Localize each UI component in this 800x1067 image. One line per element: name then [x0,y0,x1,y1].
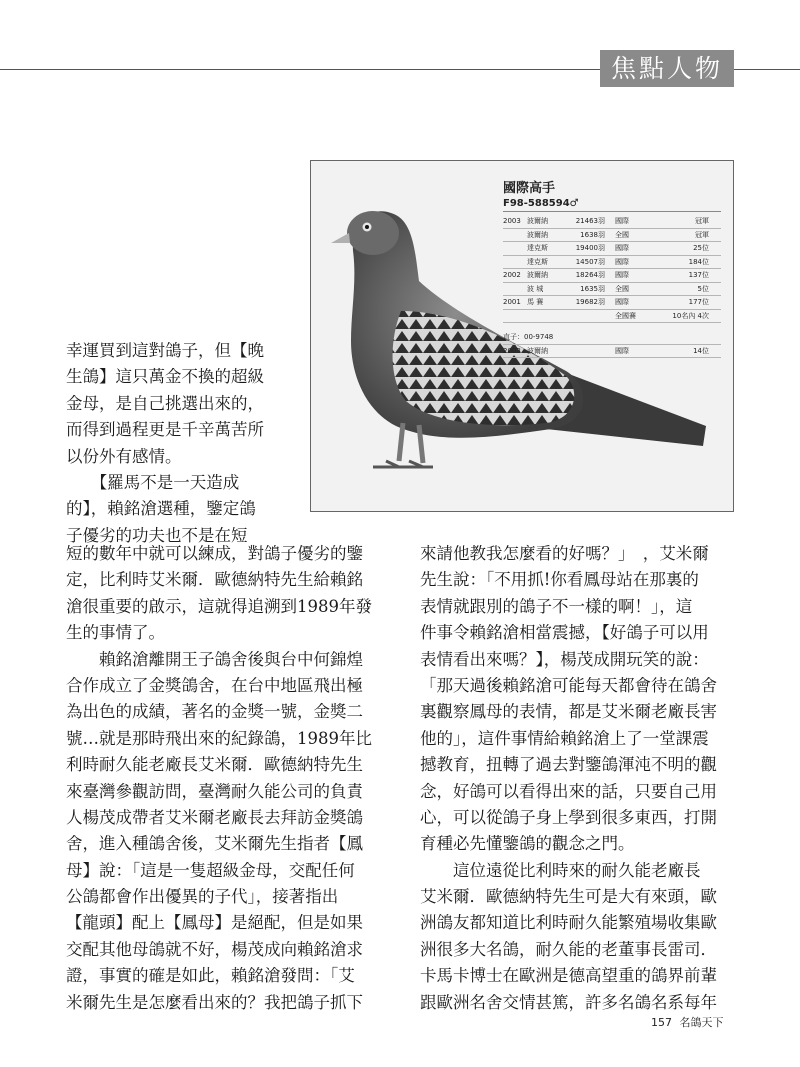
record-scope: 全國 [615,230,629,239]
text-line: 來請他教我怎麼看的好嗎？」 ，艾米爾 [420,544,709,563]
record-row [503,296,721,310]
record-birds [565,310,615,323]
record-table [503,215,721,323]
text-line: 念，好鴿可以看得出來的話，只要自己用 [420,781,717,801]
record-rank: 14位 [693,346,709,355]
record-year [503,256,527,269]
record-rank: 冠軍 [695,230,709,239]
record-rank: 25位 [693,244,709,252]
record-row [503,269,721,283]
text-line: 交配其他母鴿就不好，楊茂成向賴銘滄求 [66,939,363,959]
record-row [503,229,721,243]
text-line: 他的」，這件事情給賴銘滄上了一堂課震 [420,728,709,748]
text-line: 生的事情了。 [66,623,165,643]
text-line: 【龍頭】配上【鳳母】是絕配，但是如果 [66,913,363,933]
text-line: 表情看出來嗎？】，楊茂成開玩笑的說： [420,649,709,669]
record-scope: 國際 [615,298,629,306]
record-row [503,215,721,229]
record-race: 馬 賽 [527,298,544,306]
header-rule [0,69,600,70]
record-scope: 國際 [615,244,629,252]
text-line: 公鴿都會作出優異的子代」，接著指出 [66,887,339,907]
record-scope: 國際 [615,271,629,279]
text-line: 生鴿】這只萬金不換的超級 [66,367,264,387]
record-race: 達克斯 [527,244,548,252]
offspring-label-row [503,331,721,345]
record-scope: 全國賽 [615,311,636,320]
text-line: 心，可以從鴿子身上學到很多東西，打開 [420,807,717,827]
text-line: 子優劣的功夫也不是在短 [66,525,248,545]
record-rank: 137位 [688,271,709,279]
text-line: 的】，賴銘滄選種，鑒定鴿 [66,499,256,519]
record-row [503,256,721,270]
record-year [503,310,527,323]
record-birds: 1638羽 [580,230,605,239]
text-line: 「那天過後賴銘滄可能每天都會待在鴿舍 [420,675,717,695]
record-rank: 5位 [697,284,709,293]
text-line: 母】說：「這是一隻超級金母，交配任何 [66,860,355,880]
section-tab: 焦點人物 [600,50,734,87]
record-row [503,310,721,324]
text-line: 洲很多大名鴿，耐久能的老董事長雷司． [420,939,717,959]
text-line: 賴銘滄離開王子鴿舍後與台中何錦煌 [66,649,363,669]
offspring-table [503,345,721,359]
text-line: 卡馬卡博士在歐洲是德高望重的鴿界前輩 [420,966,717,986]
text-line: 人楊茂成帶者艾米爾老廠長去拜訪金獎鴿 [66,807,363,827]
record-scope: 全國 [615,284,629,293]
article-column-left-top [66,338,264,549]
record-rank: 184位 [688,257,709,266]
record-birds: 18264羽 [575,271,605,279]
text-line: 證，事實的確是如此，賴銘滄發問：「艾 [66,966,355,986]
record-row [503,345,721,359]
record-year: 2003 [503,346,521,355]
page-number: 157 [651,1016,672,1029]
record-birds: 14507羽 [575,257,605,266]
text-line: 艾米爾．歐德納特先生可是大有來頭，歐 [420,887,717,907]
text-line: 金母，是自己挑選出來的， [66,393,264,413]
offspring-label: 直子：00-9748 [503,333,554,341]
magazine-title: 名鴿天下 [679,1016,724,1029]
record-scope: 國際 [615,346,629,355]
text-line: 裏觀察鳳母的表情，都是艾米爾老廠長害 [420,702,717,722]
text-line: 育種必先懂鑒鴿的觀念之門。 [420,834,635,854]
text-line: 表情就跟別的鴿子不一樣的啊！」，這 [420,596,693,616]
text-line: 件事令賴銘滄相當震撼，【好鴿子可以用 [420,623,709,643]
record-birds [565,345,615,358]
header-rule-right [734,69,800,70]
record-year [503,283,527,296]
text-line: 舍，進入種鴿舍後，艾米爾先生指者【鳳 [66,834,363,854]
text-line: 撼教育，扭轉了過去對鑒鴿渾沌不明的觀 [420,755,717,775]
text-line: 跟歐洲名舍交情甚篤，許多名鴿名系每年 [420,992,717,1012]
record-rank: 冠軍 [695,217,709,225]
record-scope: 國際 [615,217,629,225]
text-line: 為出色的成績，著名的金獎一號，金獎二 [66,702,363,722]
text-line: 洲鴿友都知道比利時耐久能繁殖場收集歐 [420,913,717,933]
text-line: 合作成立了金獎鴿舍，在台中地區飛出極 [66,675,363,695]
record-title: 國際高手 [503,181,556,196]
record-race: 波爾納 [527,346,548,355]
text-line: 先生說：「不用抓!你看鳳母站在那裏的 [420,570,699,590]
text-line: 來臺灣參觀訪問，臺灣耐久能公司的負責 [66,781,363,801]
page-footer [651,1014,728,1030]
text-line: 這位遠從比利時來的耐久能老廠長 [420,860,701,880]
race-record [503,177,721,358]
text-line: 號…就是那時飛出來的紀錄鴿，1989年比 [66,728,372,748]
text-line: 幸運買到這對鴿子，但【晚 [66,341,264,360]
record-birds: 19682羽 [575,298,605,306]
record-row [503,242,721,256]
record-birds: 21463羽 [575,217,605,225]
record-row [503,283,721,297]
record-birds: 19400羽 [575,244,605,252]
article-column-left [66,541,372,1016]
record-scope: 國際 [615,257,629,266]
record-race: 波爾納 [527,217,548,225]
pigeon-photo [310,160,734,512]
text-line: 定，比利時艾米爾．歐德納特先生給賴銘 [66,570,363,590]
text-line: 短的數年中就可以練成，對鴿子優劣的鑒 [66,544,363,563]
record-birds: 1635羽 [580,284,605,293]
text-line: 【羅馬不是一天造成 [66,472,240,492]
record-year [503,229,527,242]
record-rank: 177位 [688,298,709,306]
record-year [503,242,527,255]
record-race: 波爾納 [527,271,548,279]
record-race [527,310,565,323]
record-year: 2002 [503,271,521,279]
text-line: 米爾先生是怎麼看出來的？我把鴿子抓下 [66,992,363,1012]
text-line: 滄很重要的啟示，這就得追溯到1989年發 [66,596,372,616]
record-year: 2003 [503,217,521,225]
record-year: 2001 [503,298,521,306]
text-line: 利時耐久能老廠長艾米爾．歐德納特先生 [66,755,363,775]
record-race: 波 城 [527,284,544,293]
record-race: 波爾納 [527,230,548,239]
text-line: 以份外有感情。 [66,446,182,466]
article-column-right [420,541,717,1016]
record-race: 達克斯 [527,257,548,266]
record-rank: 10名內 4次 [672,311,709,320]
ring-number: F98-588594♂ [503,198,721,212]
text-line: 而得到過程更是千辛萬苦所 [66,420,264,440]
